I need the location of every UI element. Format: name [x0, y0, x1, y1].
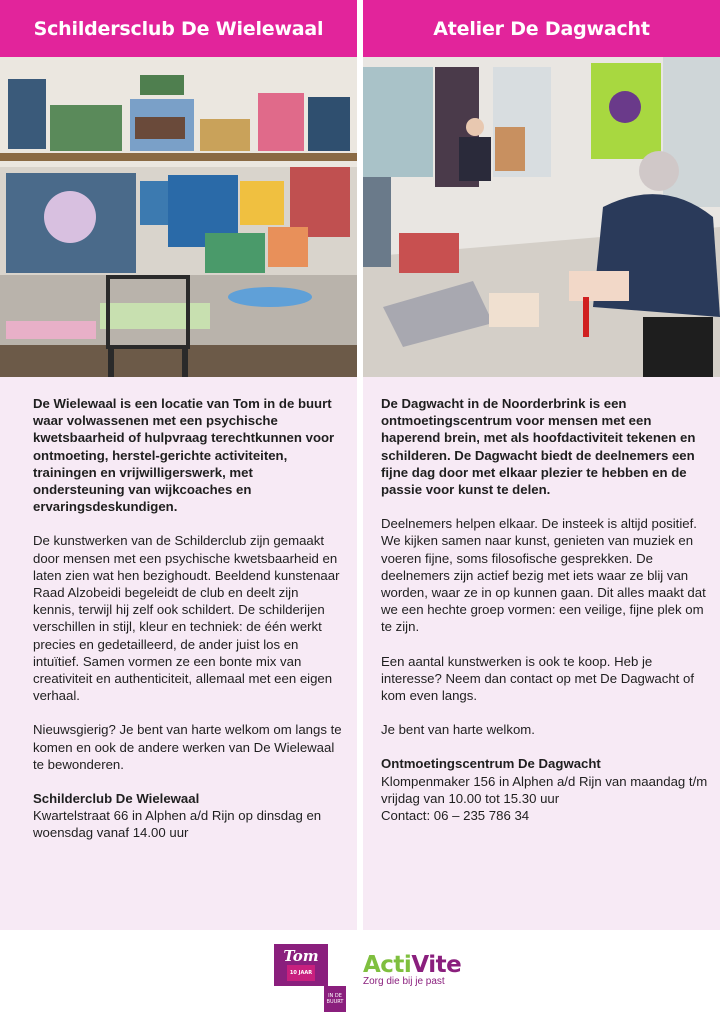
left-address: Kwartelstraat 66 in Alphen a/d Rijn op dinsdag en woensdag vanaf 14.00 uur	[33, 808, 322, 841]
tom-logo	[274, 944, 328, 986]
tom-in-de-buurt-badge: IN DE BUURT	[324, 986, 346, 1012]
atelier-illustration	[363, 57, 720, 377]
left-invite: Nieuwsgierig? Je bent van harte welkom om langs te komen en ook de andere werken van De Wielewaal te bewonderen.	[33, 722, 342, 772]
left-intro: De Wielewaal is een locatie van Tom in de buurt waar volwassenen met een psychische kwetsbaarheid of hulpvraag terechtkunnen voor ontmoeting, herstel-gerichte activiteiten, trainingen en vrijwilligerswerk, met ondersteuning van wijkcoaches en ervaringsdeskundigen.	[33, 396, 335, 515]
activite-vite: Vite	[411, 952, 462, 978]
left-column	[0, 0, 357, 930]
activite-act: Acti	[363, 952, 412, 978]
right-column	[363, 0, 720, 930]
activite-tagline: Zorg die bij je past	[363, 976, 445, 987]
right-address: Klompenmaker 156 in Alphen a/d Rijn van maandag t/m vrijdag van 10.00 tot 15.30 uur	[381, 773, 708, 806]
right-intro: De Dagwacht in de Noorderbrink is een ontmoetingscentrum voor mensen met een haperend brein, met als hoofdactiviteit tekenen en schilderen. De Dagwacht biedt de deelnemers een fijne dag door met elkaar plezier te hebben en de passie voor kunst te delen.	[381, 396, 696, 498]
left-body: De kunstwerken van de Schilderclub zijn gemaakt door mensen met een psychische kwetsbaarheid en laten zien wat hen bezighoudt. Beeldend kunstenaar Raad Alzobeidi begeleidt de club en deelt zijn kennis, terwijl hij zelf ook schildert. De schilderijen verschillen in stijl, kleur en techniek: de één werkt precies en gedetailleerd, de ander juist los en intuïtief. Samen vormen ze een bonte mix van creativiteit en authenticiteit, allemaal met een eigen verhaal.	[33, 533, 340, 704]
tom-logo-text: Tom	[283, 947, 319, 965]
right-text	[363, 377, 720, 824]
activite-logo	[363, 952, 461, 987]
left-photo-paintings	[0, 57, 357, 377]
left-address-title: Schilderclub De Wielewaal	[33, 791, 200, 807]
footer	[0, 930, 720, 1024]
left-text	[0, 377, 357, 842]
right-title: Atelier De Dagwacht	[433, 17, 650, 40]
right-contact: Contact: 06 – 235 786 34	[381, 808, 530, 824]
paintings-illustration	[0, 57, 357, 377]
right-header	[363, 0, 720, 57]
right-welcome: Je bent van harte welkom.	[381, 722, 535, 738]
left-header	[0, 0, 357, 57]
right-address-title: Ontmoetingscentrum De Dagwacht	[381, 756, 601, 772]
right-body: Deelnemers helpen elkaar. De insteek is altijd positief. We kijken samen naar kunst, genieten van muziek en voeren fijne, soms filosofische gesprekken. De deelnemers zijn actief bezig met iets waar ze blij van worden, waar ze in op kunnen gaan. Dit alles maakt dat we een hechte groep vormen: een veilige, fijne plek om te zijn.	[381, 516, 706, 635]
right-sale: Een aantal kunstwerken is ook te koop. Heb je interesse? Neem dan contact op met De Dagwacht of kom even langs.	[381, 653, 695, 704]
right-photo-atelier	[363, 57, 720, 377]
tom-logo-sub: 10 JAAR	[287, 965, 315, 981]
left-title: Schildersclub De Wielewaal	[33, 17, 324, 40]
